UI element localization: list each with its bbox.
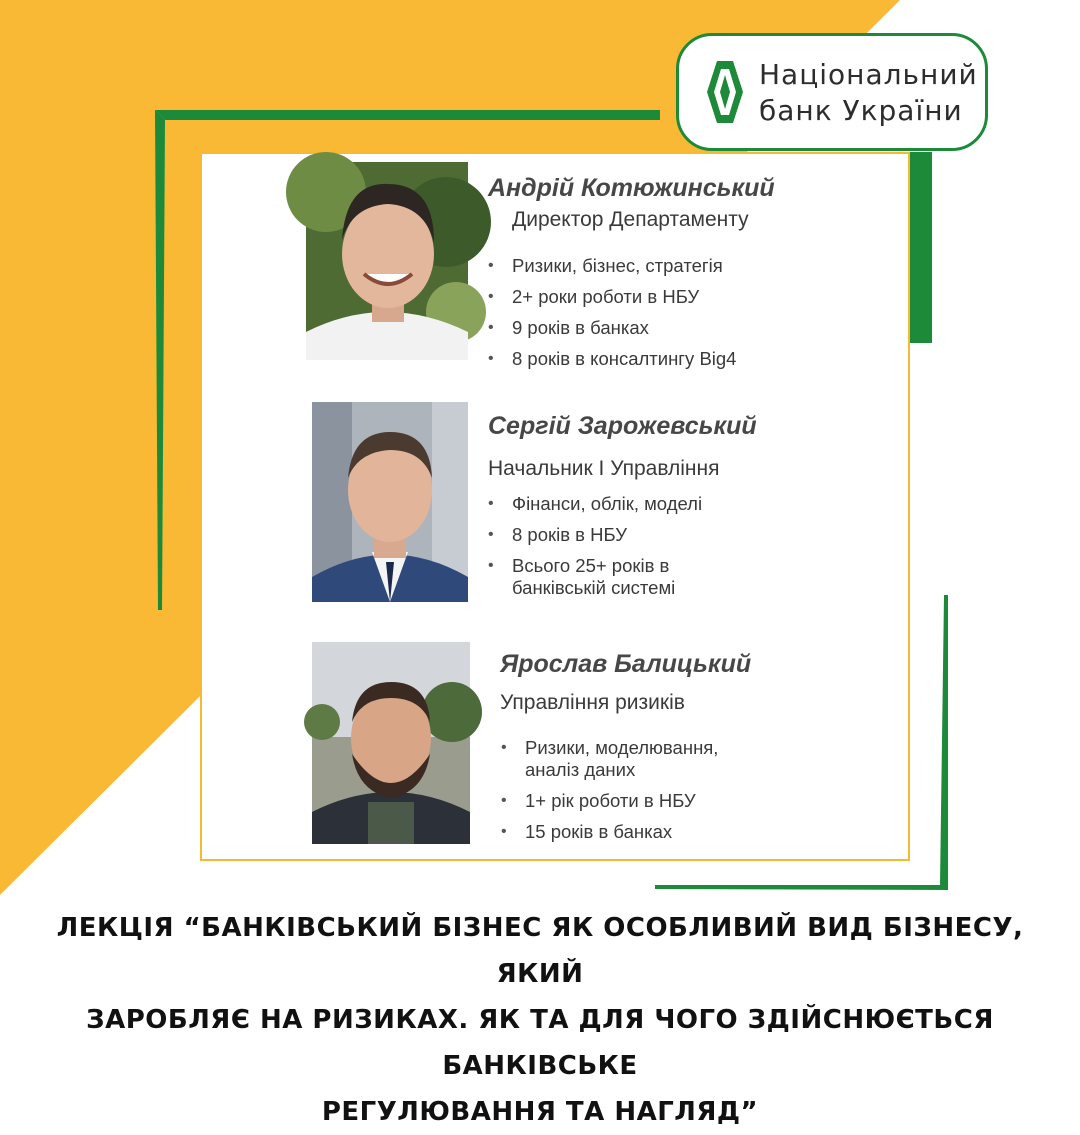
nbu-logo	[676, 33, 988, 151]
nbu-emblem-icon	[707, 61, 743, 123]
lecture-title-line1: ЛЕКЦІЯ “БАНКІВСЬКИЙ БІЗНЕС ЯК ОСОБЛИВИЙ ВИД БІЗНЕСУ, ЯКИЙ	[56, 913, 1024, 989]
speaker-3-role: Управління ризиків	[500, 691, 685, 714]
speaker-3-bullet: • Ризики, моделювання, аналіз даних	[499, 737, 775, 781]
speaker-2-bullet: • Фінанси, облік, моделі	[486, 493, 762, 515]
speaker-2-bullet: • Всього 25+ років в банківській системі	[486, 555, 762, 599]
speaker-1-role: Директор Департаменту	[512, 208, 749, 231]
speakers-card	[200, 152, 910, 861]
speaker-1-photo	[306, 162, 468, 360]
green-frame-right-upper	[910, 152, 932, 343]
green-frame-top	[155, 110, 660, 120]
speaker-1-bullet: • Ризики, бізнес, стратегія	[486, 255, 736, 277]
speaker-1-bullets	[486, 255, 736, 379]
speaker-2-role: Начальник І Управління	[488, 457, 720, 480]
speaker-3-bullet: • 15 років в банках	[499, 821, 775, 843]
speaker-1-bullet: • 9 років в банках	[486, 317, 736, 339]
logo-text-line1: Національний	[759, 58, 978, 91]
green-frame-right-lower	[940, 595, 948, 890]
lecture-title-line3: РЕГУЛЮВАННЯ ТА НАГЛЯД”	[321, 1097, 759, 1127]
speaker-2-photo	[312, 402, 468, 602]
lecture-title	[40, 905, 1040, 1135]
green-frame-bottom	[655, 885, 948, 890]
speaker-2-bullet: • 8 років в НБУ	[486, 524, 762, 546]
speaker-2-name: Сергій Зарожевський	[488, 412, 757, 440]
logo-text-line2: банк України	[759, 94, 963, 127]
speaker-1-name: Андрій Котюжинський	[488, 174, 775, 202]
lecture-title-line2: ЗАРОБЛЯЄ НА РИЗИКАХ. ЯК ТА ДЛЯ ЧОГО ЗДІЙСНЮЄТЬСЯ БАНКІВСЬКЕ	[86, 1005, 994, 1081]
speaker-3-photo	[312, 642, 470, 844]
speaker-1-bullet: • 8 років в консалтингу Big4	[486, 348, 736, 370]
speaker-3-bullets	[499, 737, 775, 852]
speaker-3-bullet: • 1+ рік роботи в НБУ	[499, 790, 775, 812]
speaker-3-name: Ярослав Балицький	[500, 650, 752, 678]
speaker-1-bullet: • 2+ роки роботи в НБУ	[486, 286, 736, 308]
speaker-2-bullets	[486, 493, 762, 608]
